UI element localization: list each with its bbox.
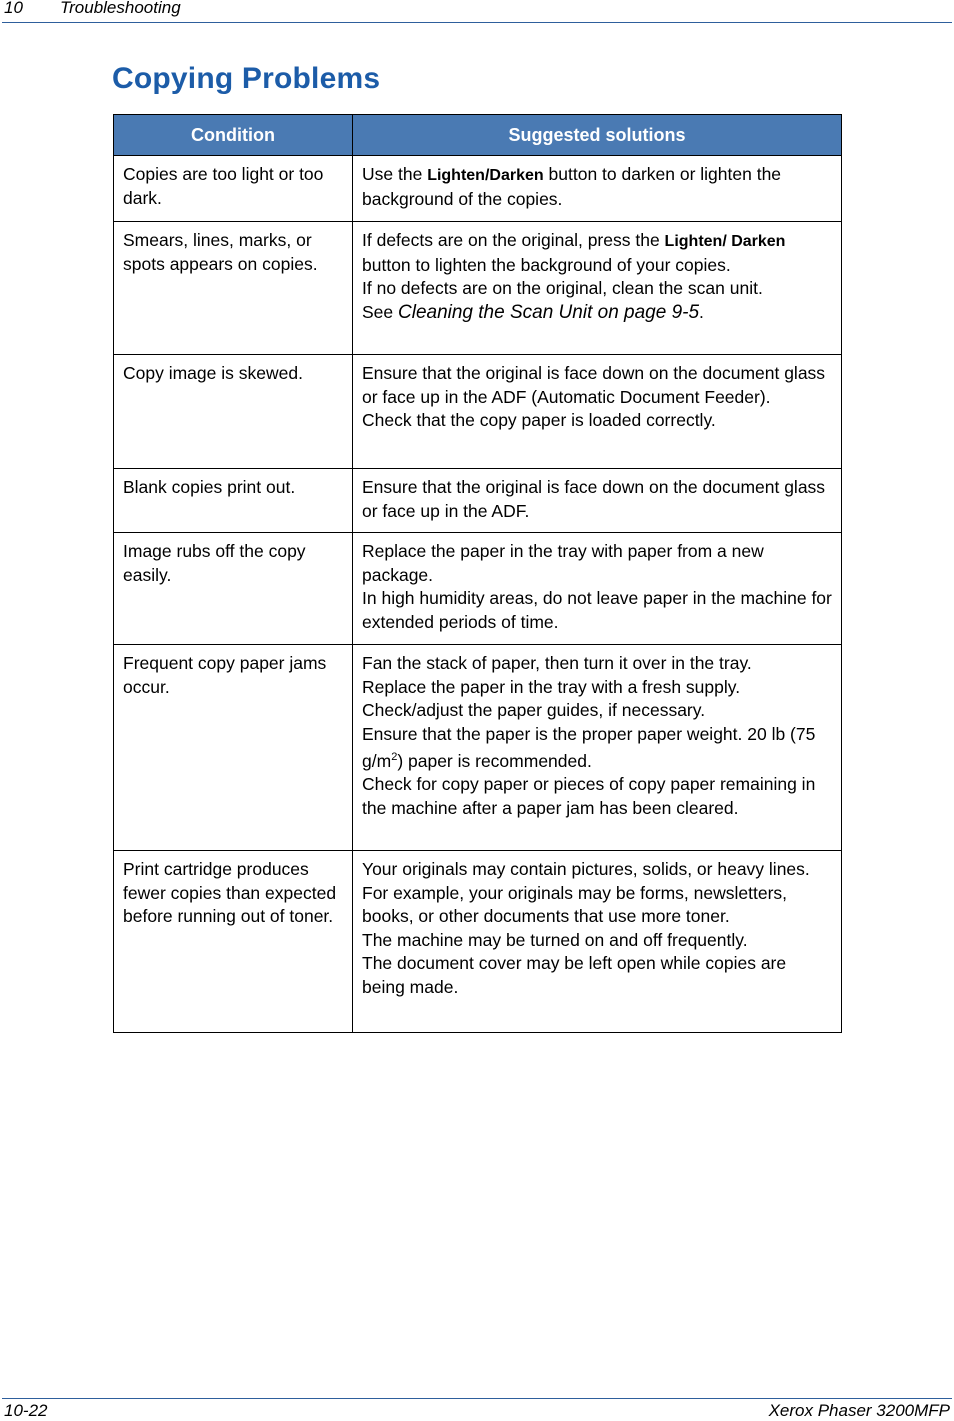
- solution-line: Your originals may contain pictures, solids, or heavy lines. For example, your originals may be forms, newsletters, books, or other documents that use more toner.: [362, 859, 810, 926]
- table-row: [114, 156, 842, 222]
- solution-text: button to lighten the background of your copies.: [362, 254, 731, 275]
- solution-line: Check that the copy paper is loaded correctly.: [362, 410, 716, 430]
- solution-line: Fan the stack of paper, then turn it over in the tray.: [362, 653, 752, 673]
- solution-text: Use the: [362, 164, 428, 184]
- page-title: Copying Problems: [112, 62, 381, 95]
- solution-line: Check for copy paper or pieces of copy paper remaining in the machine after a paper jam has been cleared.: [362, 774, 816, 818]
- solution-text: If defects are on the original, press the: [362, 230, 665, 250]
- table-row: [114, 469, 842, 533]
- table-row: [114, 645, 842, 851]
- solution-line: Replace the paper in the tray with paper from a new package.: [362, 541, 764, 585]
- condition-cell: Frequent copy paper jams occur.: [114, 645, 353, 851]
- solution-cell: [353, 533, 842, 645]
- table-header-row: [114, 115, 842, 156]
- condition-cell: Copy image is skewed.: [114, 355, 353, 469]
- button-name: Lighten/Darken: [427, 167, 544, 184]
- product-name: Xerox Phaser 3200MFP: [768, 1401, 950, 1420]
- column-header-solutions: Suggested solutions: [353, 115, 842, 156]
- solution-line: If no defects are on the original, clean the scan unit.: [362, 278, 763, 298]
- table-row: [114, 222, 842, 355]
- table-row: [114, 851, 842, 1033]
- solution-cell: [353, 156, 842, 222]
- condition-cell: Print cartridge produces fewer copies than expected before running out of toner.: [114, 851, 353, 1033]
- solution-cell: [353, 222, 842, 355]
- cross-reference-link[interactable]: Cleaning the Scan Unit on page 9-5: [398, 301, 700, 323]
- solution-cell: [353, 355, 842, 469]
- condition-cell: Copies are too light or too dark.: [114, 156, 353, 222]
- solution-cell: [353, 645, 842, 851]
- condition-cell: Image rubs off the copy easily.: [114, 533, 353, 645]
- solution-line: Replace the paper in the tray with a fresh supply.: [362, 676, 741, 697]
- running-header: [2, 0, 952, 23]
- solution-text: Ensure that the paper is the proper paper weight. 20 lb (75 g/m: [362, 723, 816, 771]
- copying-problems-table: [113, 114, 842, 1033]
- solution-text: See: [362, 301, 398, 322]
- table-row: [114, 533, 842, 645]
- solution-text: .: [699, 301, 704, 322]
- superscript: 2: [391, 751, 398, 763]
- solution-line: Ensure that the original is face down on the document glass or face up in the ADF.: [362, 477, 826, 521]
- page-number: 10-22: [4, 1401, 48, 1420]
- button-name: Lighten/ Darken: [664, 233, 786, 250]
- solution-text: ) paper is recommended.: [397, 750, 592, 771]
- solution-line: Check/adjust the paper guides, if necessary.: [362, 700, 706, 720]
- solution-line: Ensure that the original is face down on the document glass or face up in the ADF (Automatic Document Feeder).: [362, 363, 826, 407]
- column-header-condition: Condition: [114, 115, 353, 156]
- section-name: Troubleshooting: [60, 0, 181, 17]
- solution-cell: [353, 469, 842, 533]
- solution-line: The document cover may be left open while copies are being made.: [362, 953, 787, 997]
- solution-line: In high humidity areas, do not leave paper in the machine for extended periods of time.: [362, 588, 832, 632]
- solution-text: button to darken or lighten the background of the copies.: [362, 164, 782, 209]
- solution-cell: [353, 851, 842, 1033]
- running-footer: [2, 1398, 952, 1419]
- condition-cell: Blank copies print out.: [114, 469, 353, 533]
- solution-line: The machine may be turned on and off frequently.: [362, 929, 748, 950]
- chapter-number: 10: [4, 0, 23, 17]
- condition-cell: Smears, lines, marks, or spots appears on copies.: [114, 222, 353, 355]
- table-row: [114, 355, 842, 469]
